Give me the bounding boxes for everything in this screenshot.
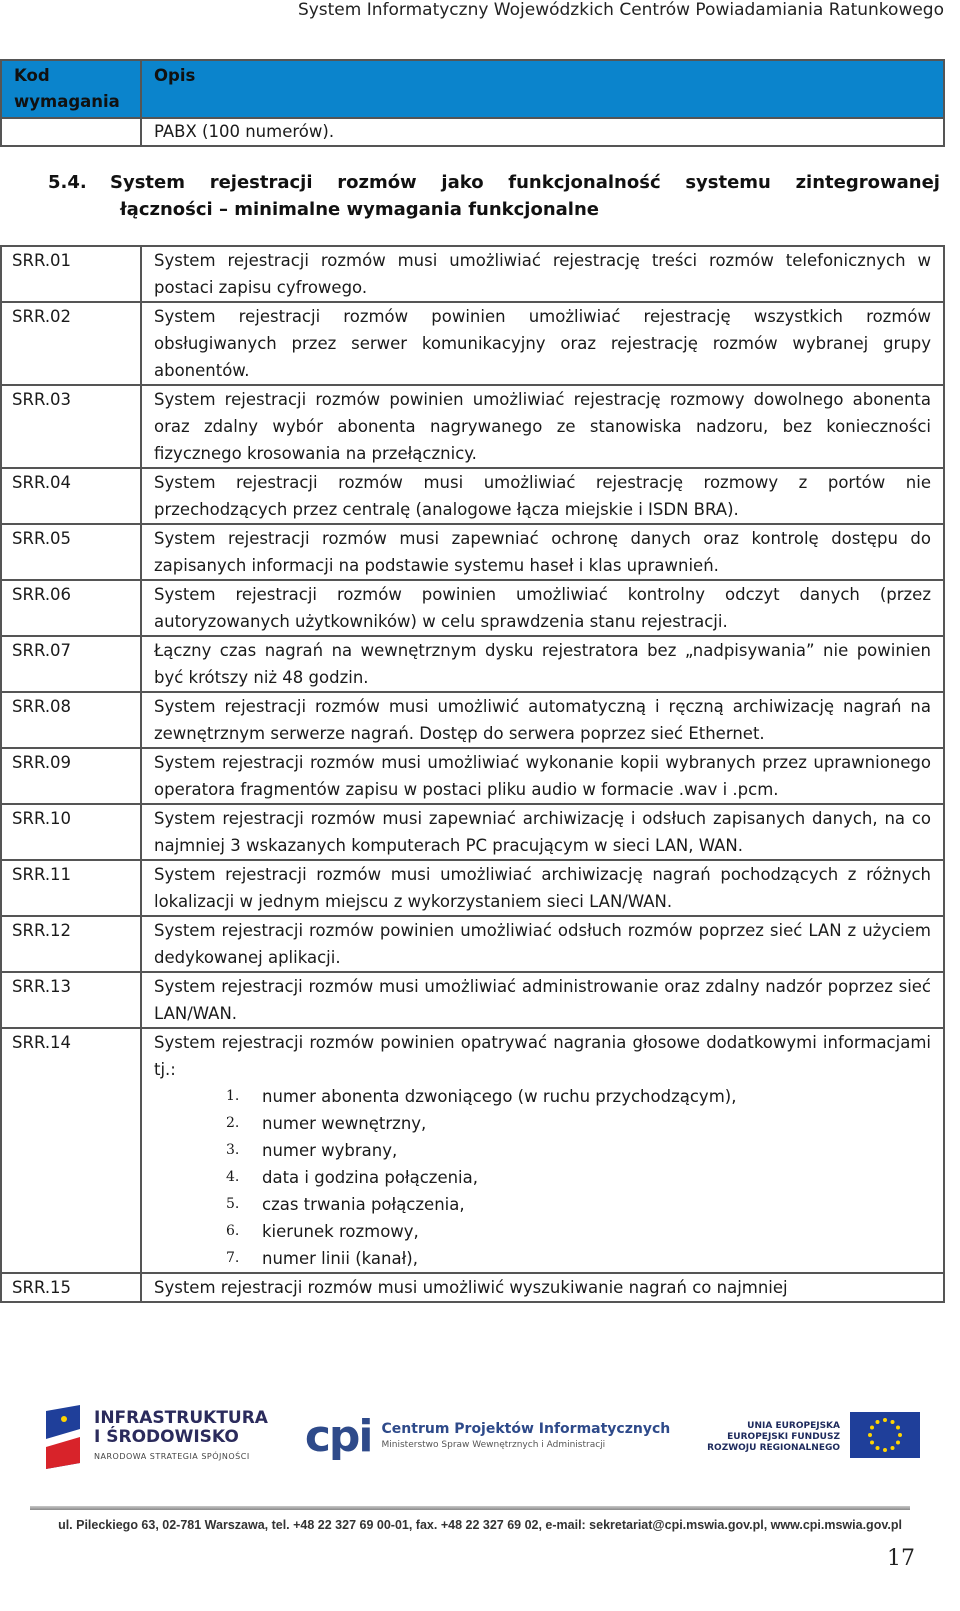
requirement-code: SRR.03	[1, 385, 141, 468]
list-item-number: 4.	[226, 1169, 240, 1185]
table-row	[1, 580, 944, 636]
requirement-code: SRR.05	[1, 524, 141, 580]
eu-flag-icon	[850, 1412, 920, 1462]
requirement-code: SRR.13	[1, 972, 141, 1028]
requirement-description: System rejestracji rozmów musi umożliwiać archiwizację nagrań pochodzących z różnych lokalizacji w jednym miejscu z wykorzystaniem sieci LAN/WAN.	[154, 865, 931, 911]
table-row	[1, 468, 944, 524]
list-item-number: 5.	[226, 1196, 240, 1212]
requirement-code: SRR.04	[1, 468, 141, 524]
list-item-text: numer abonenta dzwoniącego (w ruchu przychodzącym),	[262, 1087, 737, 1106]
list-item-text: czas trwania połączenia,	[262, 1195, 465, 1214]
requirement-code: SRR.11	[1, 860, 141, 916]
list-item	[226, 1083, 931, 1110]
requirement-description: System rejestracji rozmów musi umożliwiać rejestrację treści rozmów telefonicznych w postaci zapisu cyfrowego.	[154, 251, 931, 297]
footer-address: ul. Pileckiego 63, 02-781 Warszawa, tel. +48 22 327 69 00-01, fax. +48 22 327 69 02, e-mail: sekretariat@cpi.mswia.gov.pl, www.cpi.mswia.gov.pl	[58, 1518, 902, 1532]
requirement-code: SRR.15	[1, 1273, 141, 1302]
requirement-code: SRR.12	[1, 916, 141, 972]
requirement-description-cell	[141, 1028, 944, 1273]
requirement-description-cell	[141, 1273, 944, 1302]
table-row	[1, 385, 944, 468]
infrastruktura-flag-icon	[40, 1405, 86, 1469]
list-item	[226, 1110, 931, 1137]
requirement-description-cell	[141, 916, 944, 972]
requirement-description-cell	[141, 804, 944, 860]
requirement-description-cell	[141, 302, 944, 385]
col-header-code: Kod wymagania	[1, 60, 141, 118]
table-row	[1, 916, 944, 972]
list-item-text: numer wewnętrzny,	[262, 1114, 427, 1133]
requirement-description: System rejestracji rozmów powinien umożliwiać rejestrację wszystkich rozmów obsługiwanych przez serwer komunikacyjny oraz rejestrację rozmów wybranej grupy abonentów.	[154, 307, 931, 380]
list-item-number: 6.	[226, 1223, 240, 1239]
list-item-number: 3.	[226, 1142, 240, 1158]
requirement-description: System rejestracji rozmów powinien umożliwiać kontrolny odczyt danych (przez autoryzowanych użytkowników) w celu sprawdzenia stanu rejestracji.	[154, 585, 931, 631]
running-header: System Informatyczny Wojewódzkich Centrów Powiadamiania Ratunkowego	[297, 0, 944, 20]
requirement-description: Łączny czas nagrań na wewnętrznym dysku rejestratora bez „nadpisywania” nie powinien być krótszy niż 48 godzin.	[154, 641, 931, 687]
table-row	[1, 804, 944, 860]
section-number: 5.4.	[48, 172, 87, 193]
logo-eu-line2: EUROPEJSKI FUNDUSZ	[727, 1431, 840, 1442]
list-item	[226, 1218, 931, 1245]
eu-star-icon	[870, 1426, 874, 1430]
list-item-number: 1.	[226, 1088, 240, 1104]
requirement-description-cell	[141, 468, 944, 524]
list-item-number: 7.	[226, 1250, 240, 1266]
section-title-word: System	[110, 172, 185, 193]
requirement-code: SRR.10	[1, 804, 141, 860]
logo-eu	[707, 1412, 920, 1462]
requirement-description: System rejestracji rozmów musi umożliwiać wykonanie kopii wybranych przez uprawnionego operatora fragmentów zapisu w postaci pliku audio w formacie .wav i .pcm.	[154, 753, 931, 799]
requirement-description-cell	[141, 692, 944, 748]
requirement-description: System rejestracji rozmów musi umożliwiać rejestrację rozmowy z portów nie przechodzących przez centralę (analogowe łącza miejskie i ISDN BRA).	[154, 473, 931, 519]
continued-text: PABX (100 numerów).	[141, 118, 944, 146]
section-title-word: jako	[441, 172, 484, 193]
list-item-text: numer wybrany,	[262, 1141, 398, 1160]
requirement-description: System rejestracji rozmów musi umożliwić wyszukiwanie nagrań co najmniej	[154, 1278, 788, 1297]
logo-cpi-line2: Ministerstwo Spraw Wewnętrznych i Administracji	[381, 1440, 606, 1450]
table-row	[1, 524, 944, 580]
requirement-description-cell	[141, 385, 944, 468]
requirement-description: System rejestracji rozmów powinien opatrywać nagrania głosowe dodatkowymi informacjami tj.:	[154, 1033, 931, 1079]
requirement-description: System rejestracji rozmów powinien umożliwiać odsłuch rozmów poprzez sieć LAN z użyciem dedykowanej aplikacji.	[154, 921, 931, 967]
requirement-description-cell	[141, 524, 944, 580]
section-title-word: systemu	[685, 172, 771, 193]
requirement-code: SRR.01	[1, 246, 141, 302]
table-row	[1, 1273, 944, 1302]
requirement-description-cell	[141, 580, 944, 636]
requirement-code: SRR.02	[1, 302, 141, 385]
requirement-description: System rejestracji rozmów musi zapewniać archiwizację i odsłuch zapisanych danych, na co najmniej 3 wskazanych komputerach PC pracującym w sieci LAN, WAN.	[154, 809, 931, 855]
list-item	[226, 1164, 931, 1191]
section-title-word: zintegrowanej	[795, 172, 940, 193]
requirement-description-cell	[141, 246, 944, 302]
section-title-word: funkcjonalność	[508, 172, 661, 193]
logo-infra-sub: NARODOWA STRATEGIA SPÓJNOŚCI	[94, 1451, 250, 1461]
requirement-code: SRR.09	[1, 748, 141, 804]
logo-cpi-line1: Centrum Projektów Informatycznych	[381, 1421, 671, 1437]
eu-star-icon	[896, 1441, 900, 1445]
table-row	[1, 748, 944, 804]
table-header	[0, 59, 945, 147]
eu-star-icon	[870, 1441, 874, 1445]
requirements-table	[0, 245, 945, 1303]
eu-star-icon	[876, 1446, 880, 1450]
requirement-description: System rejestracji rozmów musi umożliwić automatyczną i ręczną archiwizację nagrań na zewnętrznym serwerze nagrań. Dostęp do serwera poprzez sieć Ethernet.	[154, 697, 931, 743]
requirement-description-cell	[141, 636, 944, 692]
logo-cpi	[304, 1411, 671, 1462]
table-row	[1, 1028, 944, 1273]
list-item	[226, 1137, 931, 1164]
section-title-word: rejestracji	[209, 172, 313, 193]
requirement-code: SRR.07	[1, 636, 141, 692]
section-title-line1	[110, 169, 940, 196]
requirement-description: System rejestracji rozmów powinien umożliwiać rejestrację rozmowy dowolnego abonenta oraz zdalny wybór abonenta nagrywanego ze stanowiska nadzoru, bez konieczności fizycznego krosowania na przełącznicy.	[154, 390, 931, 463]
list-item	[226, 1245, 931, 1272]
col-header-description: Opis	[141, 60, 944, 118]
logo-infra-line2: I ŚRODOWISKO	[94, 1426, 239, 1447]
requirement-description: System rejestracji rozmów musi umożliwiać administrowanie oraz zdalny nadzór poprzez sieć LAN/WAN.	[154, 977, 931, 1023]
table-row	[1, 860, 944, 916]
eu-star-icon	[898, 1433, 902, 1437]
requirement-sublist	[154, 1083, 931, 1272]
requirement-description: System rejestracji rozmów musi zapewniać ochronę danych oraz kontrolę dostępu do zapisanych informacji na podstawie systemu haseł i klas uprawnień.	[154, 529, 931, 575]
logo-eu-line3: ROZWOJU REGIONALNEGO	[707, 1442, 840, 1453]
eu-star-icon	[891, 1446, 895, 1450]
list-item-number: 2.	[226, 1115, 240, 1131]
requirement-code: SRR.08	[1, 692, 141, 748]
table-row	[1, 302, 944, 385]
requirement-code: SRR.14	[1, 1028, 141, 1273]
cpi-mark: cpi	[304, 1411, 372, 1462]
footer-logos	[40, 1398, 920, 1476]
requirement-description-cell	[141, 860, 944, 916]
eu-star-icon	[868, 1433, 872, 1437]
list-item	[226, 1191, 931, 1218]
list-item-text: data i godzina połączenia,	[262, 1168, 478, 1187]
list-item-text: kierunek rozmowy,	[262, 1222, 419, 1241]
eu-star-icon	[883, 1418, 887, 1422]
section-title-word: rozmów	[337, 172, 417, 193]
section-heading	[48, 169, 940, 223]
footer-divider	[30, 1506, 910, 1510]
requirement-description-cell	[141, 972, 944, 1028]
eu-star-icon	[891, 1420, 895, 1424]
table-row	[1, 692, 944, 748]
logo-infra-line1: INFRASTRUKTURA	[94, 1407, 268, 1428]
requirement-description-cell	[141, 748, 944, 804]
continued-cell-empty	[1, 118, 141, 146]
eu-star-icon	[883, 1448, 887, 1452]
logo-eu-line1: UNIA EUROPEJSKA	[747, 1420, 840, 1431]
requirement-code: SRR.06	[1, 580, 141, 636]
table-row	[1, 636, 944, 692]
table-row	[1, 246, 944, 302]
list-item-text: numer linii (kanał),	[262, 1249, 418, 1268]
logo-infrastruktura	[40, 1405, 268, 1469]
eu-star-icon	[876, 1420, 880, 1424]
eu-star-icon	[896, 1426, 900, 1430]
page-number: 17	[887, 1546, 915, 1571]
table-row	[1, 972, 944, 1028]
section-title-line2: łączności – minimalne wymagania funkcjonalne	[120, 199, 599, 220]
